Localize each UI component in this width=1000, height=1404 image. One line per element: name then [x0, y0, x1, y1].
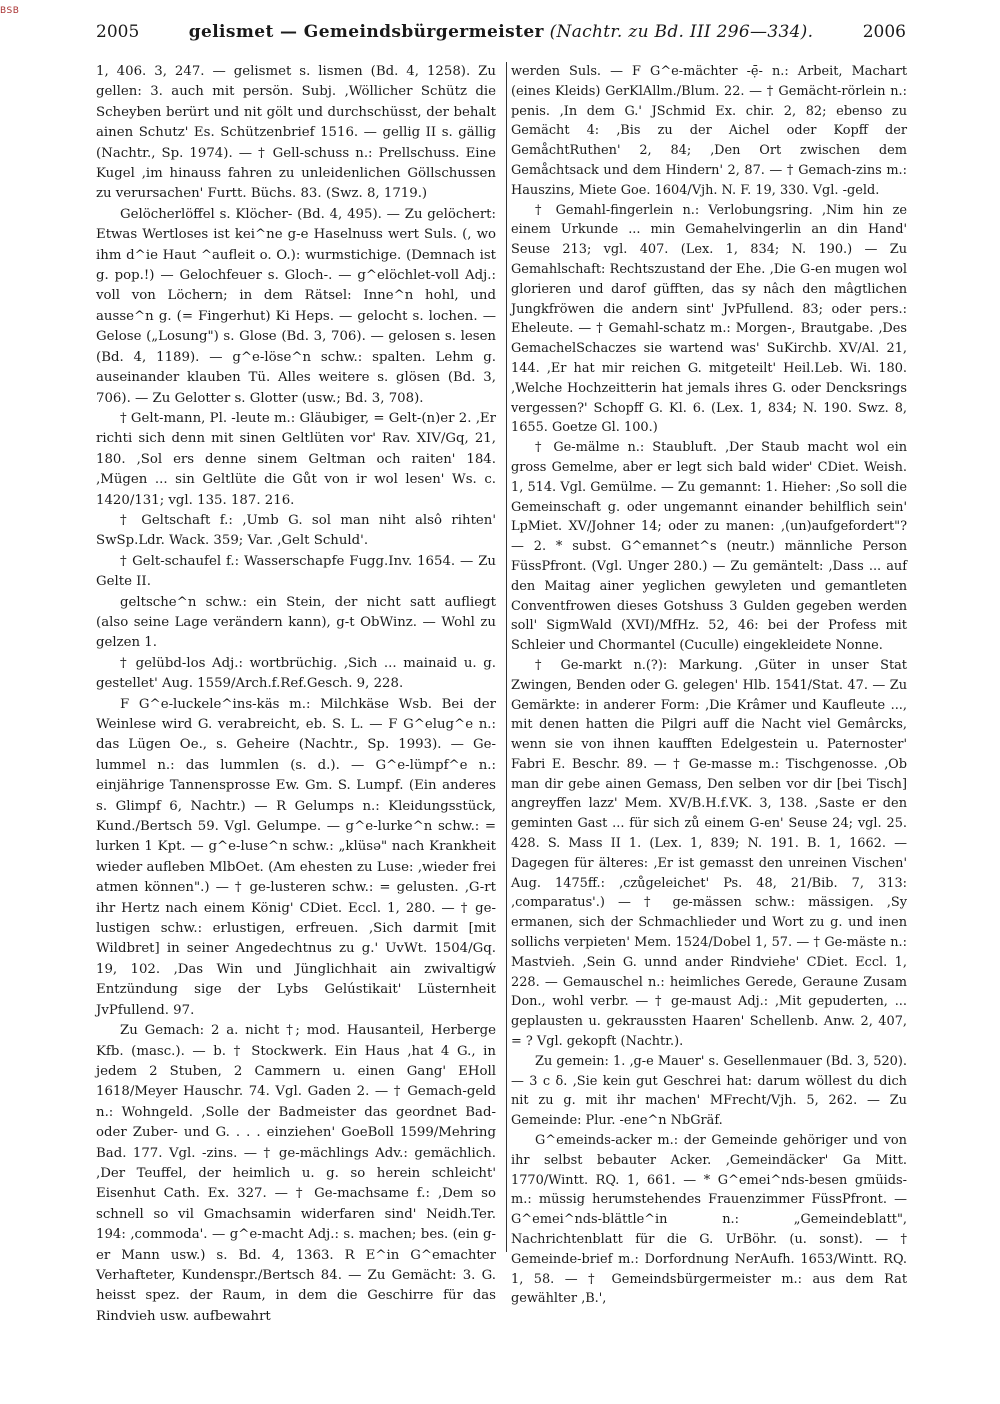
entry-paragraph: † Gemahl-fingerlein n.: Verlobungsring. ‚Nim hin ze einem Urkunde ... min Gemahelvingerlin an din Hand' Seuse 213; vgl. 407. (Lex. 1, 834; N. 190.) — Zu Gemahlschaft: Rechtszustand der Ehe. ‚Die G-en mugen wol glorieren und darof güfften, das sy nâch den mâgtlichen Jungkfröwen die andern sint' JvPfullend. 83; oder pers.: Eheleute. — † Gemahl-schatz m.: Morgen-, Brautgabe. ‚Des GemachelSchaczes sie wartend was' SuKirchb. XV/Al. 21, 144. ‚Er hat mir reichen G. mitgeteilt' Heil.Leb. Wi. 180. ‚Welche Hochzeitterin hat jemals ihres G. oder Dencksrings vergessen?' Schopff G. Kl. 6. (Lex. 1, 834; N. 190. Swz. 8, 1655. Goetze Gl. 100.) [511, 202, 907, 436]
right-column [511, 62, 907, 1309]
entry-paragraph: F G^e-luckele^ins-käs m.: Milchkäse Wsb. Bei der Weinlese wird G. verabreicht, eb. S. L. — F G^elug^e n.: das Lügen Oe., s. Geheire (Nachtr., Sp. 1993). — Ge-lummel n.: das lummlen (s. d.). — G^e-lümpf^e n.: einjährige Tannensprosse Ew. Gm. S. Lumpf. (Ein anderes s. Glimpf 6, Nachtr.) — R Gelumps n.: Kleidungsstück, Kund./Bertsch 59. Vgl. Gelumpe. — g^e-lurke^n schw.: = lurken 1 Kpt. — g^e-luse^n schw.: „klüsə" nach Krankheit wieder aufleben MlbOet. (Am ehesten zu Luse: ‚wieder frei atmen können".) — † ge-lusteren schw.: = gelusten. ‚G-rt ihr Hertz nach einem König' CDiet. Eccl. 1, 280. — † ge-lustigen schw.: erlustigen, erfreuen. ‚Sich darmit [mit Wildbret] in seiner Angedechtnus zu g.' UvWt. 1504/Gq. 19, 102. ‚Das Win und Jünglichhait ain zwivaltigẃ Entzündung sige der Lybs Gelústikait' Lüsternheit JvPfullend. 97. [96, 696, 496, 1018]
entry-paragraph: † Ge-mälme n.: Staubluft. ‚Der Staub macht wol ein gross Gemelme, aber er legt sich bald wider' CDiet. Weish. 1, 514. Vgl. Gemülme. — Zu gemannt: 1. Hieher: ‚So soll die Gemeinschaft g. oder ungemannt einander behilflich sein' LpMiet. XV/Johner 14; oder zu manen: ‚(un)aufgefordert"? — 2. * subst. G^emannet^s (neutr.) männliche Person FüssPfront. (Vgl. Unger 280.) — Zu gemäntelt: ‚Dass ... auf den Maitag ainer yeglichen gewyleten und gemantleten Conventfrowen dieses Gotshuss 3 Gulden gegeben werden soll' SigmWald (XVI)/MfHz. 52, 46: bei der Profess mit Schleier und Chormantel (Cuculle) eingekleidete Nonne. [511, 440, 907, 654]
entry-paragraph: G^emeinds-acker m.: der Gemeinde gehöriger und von ihr selbst bebauter Acker. ‚Gemeindäcker' Ga Mitt. 1770/Wintt. RQ. 1, 661. — * G^emei^nds-besen gmüids- m.: müssig herumstehendes Frauenzimmer FüssPfront. — G^emei^nds-blättle^in n.: „Gemeindeblatt", Nachrichtenblatt für die G. UrBöhr. (u. sonst). — † Gemeinde-brief m.: Dorfordnung NerAufh. 1653/Wintt. RQ. 1, 58. — † Gemeindsbürgermeister m.: aus dem Rat gewählter ‚B.', [511, 1133, 907, 1307]
entry-paragraph: Gelöcherlöffel s. Klöcher- (Bd. 4, 495). — Zu gelöchert: Etwas Wertloses ist kei^ne g-e Haselnuss wert Suls. (, wo ihm d^ie Haut ^aufleit o. O.): wurmstichige. (Demnach ist g. pop.!) — Gelochfeuer s. Gloch-. — g^elöchlet-voll Adj.: voll von Löchern; in dem Rätsel: Inne^n hohl, und ausse^n g. (= Fingerhut) Ki Heps. — gelocht s. lochen. — Gelose („Losung") s. Glose (Bd. 3, 706). — gelosen s. lesen (Bd. 4, 1189). — g^e-löse^n schw.: spalten. Lehm g. auseinander klauben Tü. Alles weitere s. glösen (Bd. 3, 706). — Zu Gelotter s. Glotter (usw.; Bd. 3, 708). [96, 206, 496, 406]
entry-paragraph: werden Suls. — F G^e-mächter -ẹ̄- n.: Arbeit, Machart (eines Kleids) GerKlAllm./Blum. 22. — † Gemächt-rörlein n.: penis. ‚In dem G.' JSchmid Ex. chir. 2, 82; ebenso zu Gemächt 4: ‚Bis zu der Aichel oder Kopff der GemåchtRuthen' 2, 84; ‚Den Ort zwischen dem Gemåchtsack und dem Hindern' 2, 87. — † Gemach-zins m.: Hauszins, Miete Goe. 1604/Vjh. N. F. 19, 330. Vgl. -geld. [511, 64, 907, 198]
entry-paragraph: † gelübd-los Adj.: wortbrüchig. ‚Sich ... mainaid u. g. gestellet' Aug. 1559/Arch.f.Ref.Gesch. 9, 228. [96, 655, 496, 692]
library-stamp: BSB [0, 6, 20, 16]
column-divider [506, 62, 507, 1252]
page-number-right: 2006 [862, 22, 906, 42]
entry-paragraph: † Geltschaft f.: ‚Umb G. sol man niht alsô rihten' SwSp.Ldr. Wack. 359; Var. ‚Gelt Schuld'. [96, 512, 496, 549]
page-number-left: 2005 [96, 22, 140, 42]
page-header [96, 20, 906, 44]
running-title [189, 22, 814, 42]
entry-paragraph: geltsche^n schw.: ein Stein, der nicht satt aufliegt (also seine Lage verändern kann), g-t ObWinz. — Wohl zu gelzen 1. [96, 594, 496, 651]
running-title-main: gelismet — Gemeindsbürgermeister [188, 22, 544, 42]
entry-paragraph: 1, 406. 3, 247. — gelismet s. lismen (Bd. 4, 1258). Zu gellen: 3. auch mit persön. Subj. ‚Wöllicher Schütz die Scheyben berürt und nit gölt und durchschüsst, der behalt ainen Schutz' Es. Schützenbrief 1516. — gellig II s. gällig (Nachtr., Sp. 1974). — † Gell-schuss n.: Prellschuss. Eine Kugel ‚im hinauss fahren zu unleidenlichen Göllschussen zu verursachen' Furtt. Büchs. 83. (Swz. 8, 1719.) [96, 64, 496, 202]
entry-paragraph: Zu gemein: 1. ‚g-e Mauer' s. Gesellenmauer (Bd. 3, 520). — 3 c δ. ‚Sie kein gut Geschrei hat: darum wöllest du dich nit zu g. mit ihr machen' MFrecht/Vjh. 5, 262. — Zu Gemeinde: Plur. -ene^n NbGräf. [511, 1053, 907, 1129]
entry-paragraph: † Gelt-mann, Pl. -leute m.: Gläubiger, = Gelt-(n)er 2. ‚Er richti sich denn mit sinen Geltlüten vor' Rav. XIV/Gq, 21, 180. ‚Sol ers denne sinem Geltman och raiten' 184. ‚Mügen ... sin Geltlüte die Gůt von ir wol lesen' Ws. c. 1420/131; vgl. 135. 187. 216. [96, 410, 496, 508]
running-title-sub: (Nachtr. zu Bd. III 296—334). [549, 22, 814, 42]
entry-paragraph: † Ge-markt n.(?): Markung. ‚Güter in unser Stat Zwingen, Benden oder G. gelegen' Hlb. 1541/Stat. 47. — Zu Gemärkte: in anderer Form: ‚Die Krâmer und Kaufleute ..., mit denen hatten die Pilgri auff die Nacht viel Gemârcks, wenn sie von ihnen kaufften Edelgestein u. Paternoster' Fabri E. Beschr. 89. — † Ge-masse m.: Tischgenosse. ‚Ob man dir gebe ainen Gemass, Den selben vor dir [bei Tisch] angreyffen lazz' Mem. XV/B.H.f.VK. 3, 138. ‚Saste er den geminten Gast ... für sich zů einem G-en' Seuse 24; vgl. 25. 428. S. Mass II 1. (Lex. 1, 839; N. 191. B. 1, 1662. — Dagegen für älteres: ‚Er ist gemasst den unreinen Vischen' Aug. 1475ff.: ‚czůgeleichet' Ps. 48, 21/Bib. 7, 313: ‚comparatus'.) — † ge-mässen schw.: mässigen. ‚Sy ermanen, sich der Schmachlieder und Wort zu g. und inen sollichs verpieten' Mem. 1524/Dobel 1, 57. — † Ge-mäste n.: Mastvieh. ‚Sein G. unnd ander Rindviehe' CDiet. Eccl. 1, 228. — Gemauschel n.: heimliches Gerede, Geraune Zusam Don., wohl verbr. — † ge-maust Adj.: ‚Mit gepuderten, ... geplausten u. gekraussten Haaren' Schellenb. Anw. 2, 407, = ? Vgl. gekopft (Nachtr.). [511, 657, 907, 1050]
entry-paragraph: Zu Gemach: 2 a. nicht †; mod. Hausanteil, Herberge Kfb. (masc.). — b. † Stockwerk. Ein Haus ‚hat 4 G., in jedem 2 Stuben, 2 Cammern u. einen Gang' EHoll 1618/Meyer Hauschr. 74. Vgl. Gaden 2. — † Gemach-geld n.: Wohngeld. ‚Solle der Badmeister das geordnet Bad- oder Zuber- und G. . . . einziehen' GoeBoll 1599/Mehring Bad. 177. Vgl. -zins. — † ge-mächlings Adv.: gemächlich. ‚Der Teuffel, der heimlich u. g. so herein schleicht' Eisenhut Cath. Ex. 327. — † Ge-machsame f.: ‚Dem so schnell so vil Gmachsamin widerfaren sind' Neidh.Ter. 194: ‚commoda'. — g^e-macht Adj.: s. machen; bes. (ein g-er Mann usw.) s. Bd. 4, 1363. R E^in G^emachter Verhafteter, Kundenspr./Bertsch 84. — Zu Gemächt: 3. G. heisst spez. der Raum, in dem die Geschirre für das Rindvieh usw. aufbewahrt [96, 1023, 496, 1324]
left-column [96, 62, 496, 1327]
entry-paragraph: † Gelt-schaufel f.: Wasserschapfe Fugg.Inv. 1654. — Zu Gelte II. [96, 553, 496, 590]
